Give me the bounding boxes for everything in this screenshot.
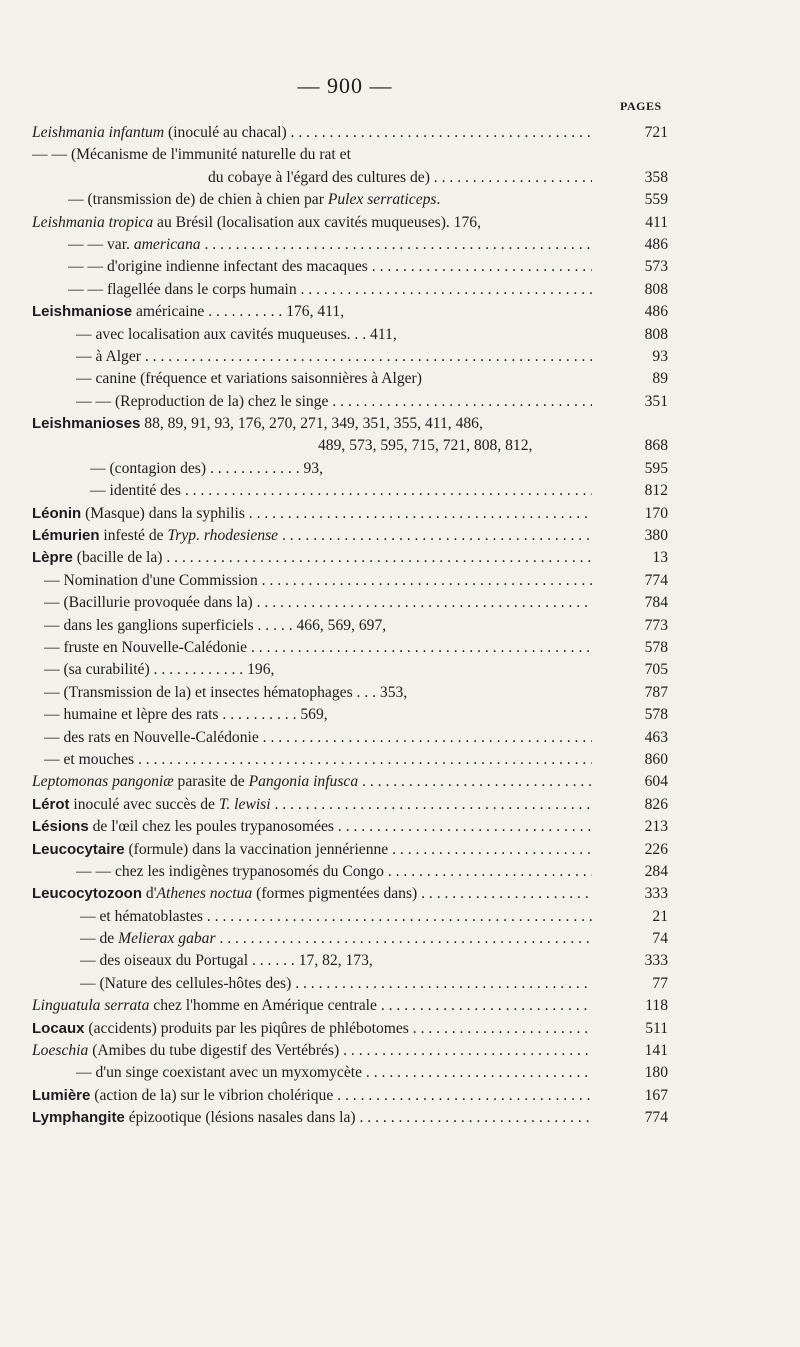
index-entry: Lémurien infesté de Tryp. rhodesiense . . . 380 — [0, 525, 800, 547]
index-entry: — — d'origine indienne infectant des macaques . . . 573 — [0, 256, 800, 278]
index-entry: — — var. americana . . . 486 — [0, 234, 800, 256]
index-entry: — (transmission de) de chien à chien par Pulex serraticeps. 559 — [68, 191, 668, 209]
index-entry: Leishmania infantum (inoculé au chacal) . . . 721 — [0, 122, 800, 144]
index-entry: — avec localisation aux cavités muqueuses. . . 411, 808 — [76, 325, 668, 343]
index-entry: Leucocytozoon d'Athenes noctua (formes pigmentées dans) . . . 333 — [0, 883, 800, 905]
index-entry: — dans les ganglions superficiels . . . . . 466, 569, 697, 773 — [44, 616, 668, 634]
index-entry: — humaine et lèpre des rats . . . . . . . . . . 569, 578 — [44, 706, 668, 724]
index-entry: — d'un singe coexistant avec un myxomycète . . . 180 — [0, 1062, 800, 1084]
page-number: — 900 — — [297, 73, 393, 98]
index-entry: Leishmania tropica au Brésil (localisation aux cavités muqueuses). 176, 411 — [32, 213, 668, 231]
index-entry: Leishmaniose américaine . . . . . . . . . . 176, 411, 486 — [32, 303, 668, 321]
index-entries — [0, 122, 800, 1130]
index-entry: — des rats en Nouvelle-Calédonie . . . 463 — [0, 727, 800, 749]
index-entry: — et hématoblastes . . . 21 — [0, 906, 800, 928]
index-entry: Linguatula serrata chez l'homme en Amérique centrale . . . 118 — [0, 995, 800, 1017]
index-entry: — — flagellée dans le corps humain . . . 808 — [0, 279, 800, 301]
index-entry: — des oiseaux du Portugal . . . . . . 17, 82, 173, 333 — [80, 952, 668, 970]
index-entry: — et mouches . . . 860 — [0, 749, 800, 771]
index-entry: Leishmanioses 88, 89, 91, 93, 176, 270, 271, 349, 351, 355, 411, 486, — [32, 415, 483, 433]
index-entry: — identité des . . . 812 — [0, 480, 800, 502]
index-entry: — Nomination d'une Commission . . . 774 — [0, 570, 800, 592]
index-entry: Lèpre (bacille de la) . . . 13 — [0, 547, 800, 569]
index-entry: — — (Mécanisme de l'immunité naturelle du rat et — [32, 146, 351, 164]
index-entry: — (sa curabilité) . . . . . . . . . . . . 196, 705 — [44, 661, 668, 679]
index-entry: — — chez les indigènes trypanosomés du Congo . . . 284 — [0, 861, 800, 883]
index-entry: Loeschia (Amibes du tube digestif des Vertébrés) . . . 141 — [0, 1040, 800, 1062]
index-entry: 489, 573, 595, 715, 721, 808, 812, 868 — [318, 437, 668, 455]
index-entry: Lumière (action de la) sur le vibrion cholérique . . . 167 — [0, 1085, 800, 1107]
index-entry: — à Alger . . . 93 — [0, 346, 800, 368]
index-entry: Léonin (Masque) dans la syphilis . . . 170 — [0, 503, 800, 525]
index-entry: Lymphangite épizootique (lésions nasales dans la) . . . 774 — [0, 1107, 800, 1129]
index-entry: Locaux (accidents) produits par les piqûres de phlébotomes . . . 511 — [0, 1018, 800, 1040]
index-entry: Lésions de l'œil chez les poules trypanosomées . . . 213 — [0, 816, 800, 838]
index-entry: du cobaye à l'égard des cultures de) . . . 358 — [0, 167, 800, 189]
index-entry: — canine (fréquence et variations saisonnières à Alger) 89 — [76, 370, 668, 388]
index-entry: — — (Reproduction de la) chez le singe . . . 351 — [0, 391, 800, 413]
index-entry: Leptomonas pangoniæ parasite de Pangonia infusca . . . 604 — [0, 771, 800, 793]
index-entry: — fruste en Nouvelle-Calédonie . . . 578 — [0, 637, 800, 659]
index-entry: Leucocytaire (formule) dans la vaccination jennérienne . . . 226 — [0, 839, 800, 861]
pages-column-label: PAGES — [620, 99, 662, 113]
index-entry: — (contagion des) . . . . . . . . . . . . 93, 595 — [90, 459, 668, 477]
index-entry: — de Melierax gabar . . . 74 — [0, 928, 800, 950]
index-entry: Lérot inoculé avec succès de T. lewisi . . . 826 — [0, 794, 800, 816]
index-entry: — (Nature des cellules-hôtes des) . . . 77 — [0, 973, 800, 995]
index-entry: — (Bacillurie provoquée dans la) . . . 784 — [0, 592, 800, 614]
index-entry: — (Transmission de la) et insectes hématophages . . . 353, 787 — [44, 683, 668, 701]
